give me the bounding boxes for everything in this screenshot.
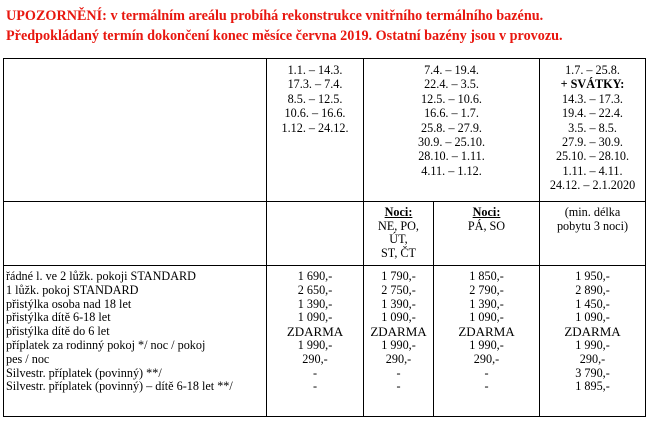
row-label: přistýlka osoba nad 18 let bbox=[6, 296, 132, 311]
price-value: 1 950,- bbox=[575, 269, 610, 283]
season-date: 4.11. – 1.12. bbox=[421, 163, 482, 178]
price-value: 2 790,- bbox=[469, 282, 504, 297]
price-value: 290,- bbox=[473, 351, 500, 366]
price-value: 2 750,- bbox=[381, 282, 416, 297]
price-value: 290,- bbox=[385, 351, 412, 366]
row-label: Silvestr. příplatek (povinný) **/ bbox=[6, 365, 162, 380]
season-date: 10.6. – 16.6. bbox=[284, 106, 346, 121]
price-value: ZDARMA bbox=[564, 324, 621, 340]
price-value: ZDARMA bbox=[286, 324, 344, 340]
nights-title: Noci: bbox=[472, 205, 501, 219]
nights-title: Noci: bbox=[384, 205, 413, 219]
nights-days: NE, PO, bbox=[378, 218, 419, 233]
nights-row bbox=[4, 202, 646, 266]
season-label-cell bbox=[4, 59, 267, 202]
price-value: 1 450,- bbox=[575, 296, 610, 311]
season-date: 28.10. – 1.11. bbox=[418, 149, 485, 164]
prices-row bbox=[4, 266, 646, 417]
price-value: 1 390,- bbox=[381, 296, 416, 311]
price-value: - bbox=[312, 379, 318, 394]
season-date: 16.6. – 1.7. bbox=[424, 106, 479, 121]
min-stay-note bbox=[540, 202, 646, 266]
price-value: - bbox=[396, 379, 401, 394]
price-value: ZDARMA bbox=[370, 324, 427, 340]
nights-days: ST, ČT bbox=[381, 245, 416, 260]
season-date: 24.12. – 2.1.2020 bbox=[549, 178, 636, 193]
nights-col1 bbox=[267, 202, 364, 266]
season-date: 14.3. – 17.3. bbox=[562, 91, 623, 106]
price-value: 3 790,- bbox=[575, 365, 610, 380]
nights-sub-a bbox=[364, 202, 434, 266]
price-value: 1 690,- bbox=[297, 269, 333, 283]
min-stay-line: (min. délka bbox=[564, 205, 621, 219]
price-value: 1 390,- bbox=[297, 296, 333, 311]
notice-line-1 bbox=[6, 6, 646, 26]
season-date: 22.4. – 3.5. bbox=[424, 77, 479, 92]
price-value: 1 990,- bbox=[469, 337, 504, 352]
row-label: pes / noc bbox=[6, 351, 50, 366]
price-value: 1 990,- bbox=[381, 337, 416, 352]
price-col4 bbox=[540, 266, 646, 417]
renovation-notice bbox=[6, 6, 646, 46]
season-date: 1.11. – 4.11. bbox=[562, 163, 623, 178]
row-label: 1 lůžk. pokoj STANDARD bbox=[6, 282, 139, 297]
season-col4 bbox=[540, 59, 646, 202]
price-value: 1 895,- bbox=[575, 379, 610, 394]
season-col2 bbox=[364, 59, 540, 202]
price-value: 1 790,- bbox=[381, 269, 416, 283]
season-date: 27.9. – 30.9. bbox=[562, 135, 623, 150]
price-value: - bbox=[396, 365, 401, 380]
price-value: 1 090,- bbox=[381, 310, 416, 325]
season-date: 12.5. – 10.6. bbox=[421, 91, 482, 106]
price-table bbox=[3, 58, 646, 417]
season-col1 bbox=[267, 59, 364, 202]
season-date: 1.7. – 25.8. bbox=[565, 63, 620, 77]
price-col2 bbox=[364, 266, 434, 417]
price-value: 1 090,- bbox=[575, 310, 610, 325]
price-value: 1 090,- bbox=[297, 310, 333, 325]
row-label: příplatek za rodinný pokoj */ noc / pokoj bbox=[6, 337, 206, 352]
row-label: řádné l. ve 2 lůžk. pokoji STANDARD bbox=[6, 269, 196, 283]
min-stay-line: pobytu 3 noci) bbox=[556, 218, 629, 233]
price-value: - bbox=[312, 365, 318, 380]
season-date: 30.9. – 25.10. bbox=[417, 135, 486, 150]
season-date: 25.8. – 27.9. bbox=[421, 120, 482, 135]
nights-days: PÁ, SO bbox=[467, 218, 506, 233]
season-date: 19.4. – 22.4. bbox=[562, 106, 623, 121]
row-label: přistýlka dítě 6-18 let bbox=[6, 310, 111, 325]
price-value: - bbox=[484, 379, 489, 394]
price-value: 1 850,- bbox=[469, 269, 504, 283]
notice-lead: UPOZORNĚNÍ: bbox=[6, 8, 107, 24]
season-date: 25.10. – 28.10. bbox=[555, 149, 630, 164]
price-col1 bbox=[267, 266, 364, 417]
notice-line-1-text: v termálním areálu probíhá rekonstrukce vnitřního termálního bazénu. bbox=[106, 8, 544, 24]
price-value: 2 650,- bbox=[297, 282, 333, 297]
price-value: 1 090,- bbox=[469, 310, 504, 325]
nights-days: ÚT, bbox=[389, 232, 408, 247]
season-date: 7.4. – 19.4. bbox=[424, 63, 479, 77]
price-value: 2 890,- bbox=[575, 282, 610, 297]
price-value: 290,- bbox=[579, 351, 606, 366]
price-value: - bbox=[484, 365, 489, 380]
price-labels bbox=[4, 266, 267, 417]
notice-line-2: Předpokládaný termín dokončení konec měsíce června 2019. Ostatní bazény jsou v provozu. bbox=[6, 28, 563, 44]
nights-label-cell bbox=[4, 202, 267, 266]
row-label: přistýlka dítě do 6 let bbox=[6, 324, 110, 339]
price-value: 1 990,- bbox=[575, 337, 610, 352]
season-date: 1.1. – 14.3. bbox=[287, 63, 343, 77]
price-value: 1 390,- bbox=[469, 296, 504, 311]
holidays-label: + SVÁTKY: bbox=[560, 77, 625, 92]
price-value: ZDARMA bbox=[458, 324, 515, 340]
season-date: 3.5. – 8.5. bbox=[568, 120, 617, 135]
season-date: 8.5. – 12.5. bbox=[287, 91, 343, 106]
price-value: 1 990,- bbox=[297, 337, 333, 352]
price-col3 bbox=[434, 266, 540, 417]
season-date: 17.3. – 7.4. bbox=[287, 77, 343, 92]
row-label: Silvestr. příplatek (povinný) – dítě 6-18 let **/ bbox=[6, 379, 233, 394]
nights-sub-b bbox=[434, 202, 540, 266]
price-value: 290,- bbox=[302, 351, 328, 366]
season-row bbox=[4, 59, 646, 202]
season-date: 1.12. – 24.12. bbox=[281, 120, 349, 135]
